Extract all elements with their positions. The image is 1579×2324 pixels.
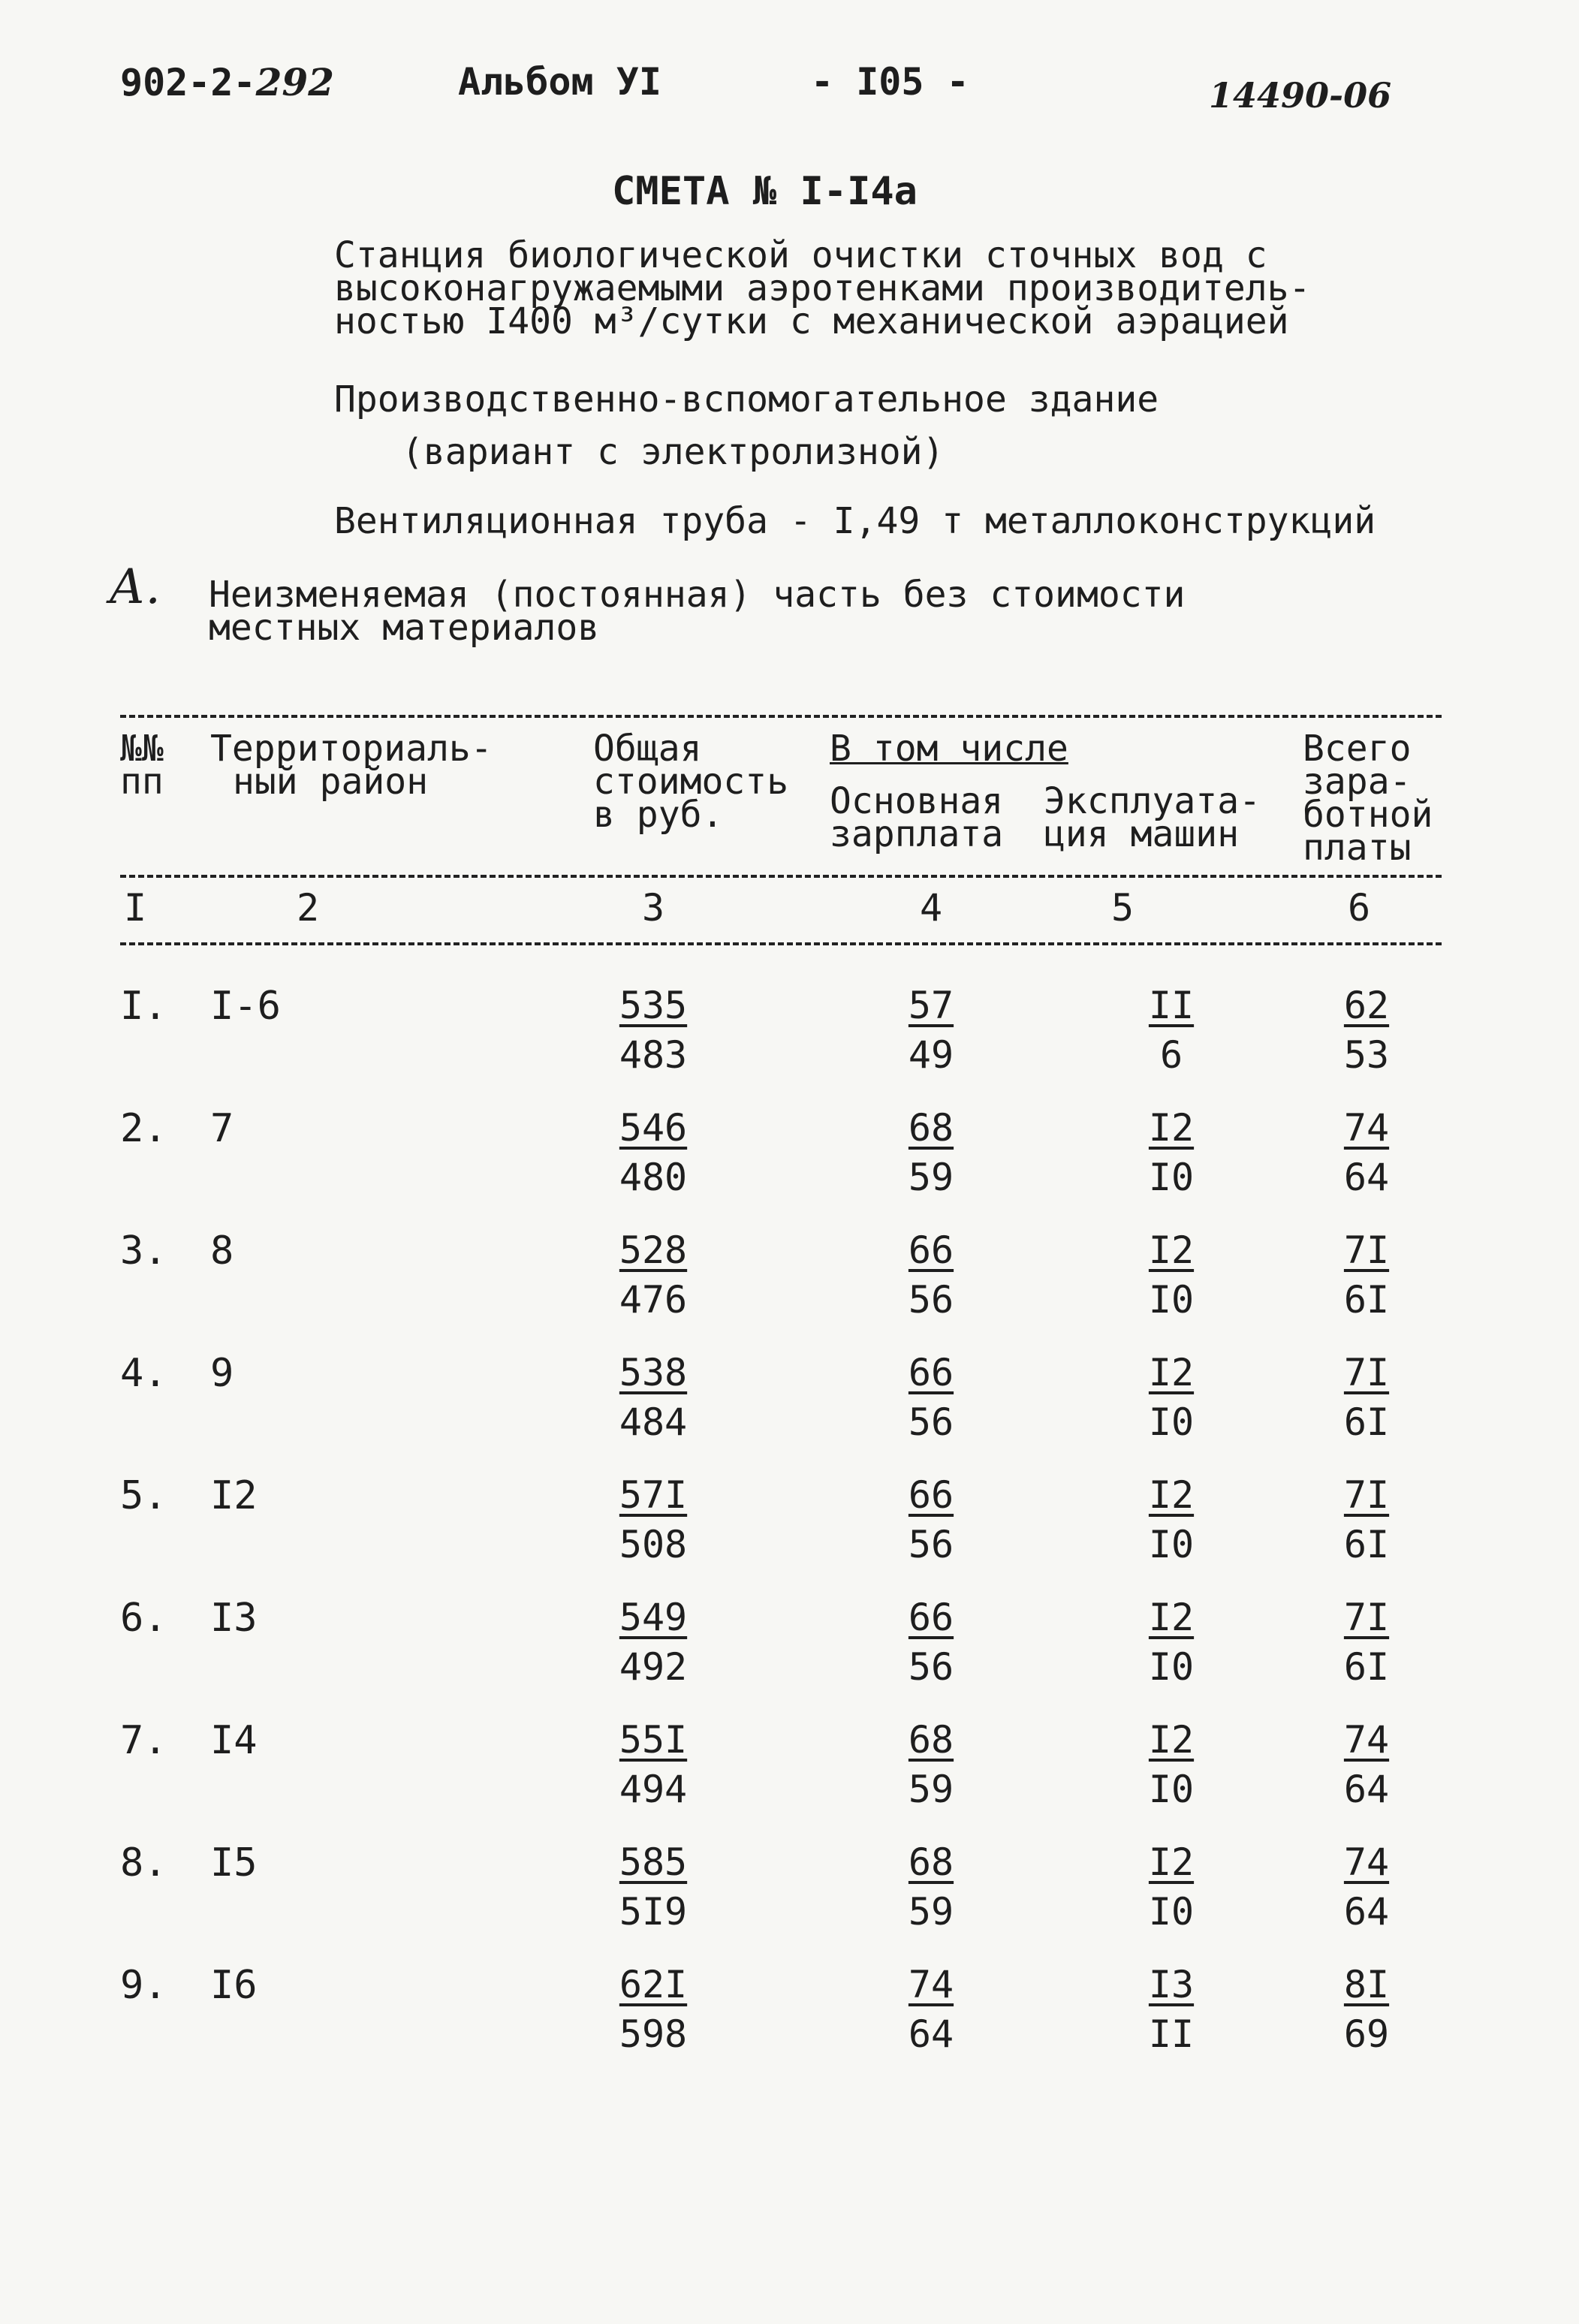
row-machines-main: I2: [1148, 1351, 1195, 1394]
row-salary-sub: 56: [908, 1523, 954, 1566]
row-number: 8.: [120, 1840, 167, 1885]
row-wage-main: 7I: [1343, 1351, 1390, 1394]
col-number-2: 2: [296, 886, 320, 930]
row-machines-sub: 6: [1159, 1033, 1183, 1077]
row-salary-main: 57: [908, 984, 954, 1027]
row-total-sub: 480: [619, 1156, 688, 1199]
row-machines-main: I2: [1148, 1106, 1195, 1150]
row-total-main: 528: [619, 1228, 688, 1272]
row-salary-main: 66: [908, 1351, 954, 1394]
row-region: I6: [210, 1963, 258, 2008]
row-salary-sub: 64: [908, 2012, 954, 2056]
row-salary-main: 68: [908, 1106, 954, 1150]
row-wage-sub: 64: [1343, 1768, 1390, 1811]
row-region: I-6: [210, 984, 281, 1029]
album-label: Альбом УI: [458, 60, 661, 104]
row-machines-main: I2: [1148, 1840, 1195, 1884]
row-machines-sub: I0: [1148, 1156, 1195, 1199]
document-code-typed: 902-2-: [120, 61, 256, 104]
row-wage-sub: 6I: [1343, 1645, 1390, 1689]
row-machines-sub: I0: [1148, 1768, 1195, 1811]
row-salary-main: 66: [908, 1228, 954, 1272]
section-title-line-1: Неизменяемая (постоянная) часть без стоимости: [209, 574, 1186, 616]
row-machines-sub: I0: [1148, 1645, 1195, 1689]
row-wage-sub: 6I: [1343, 1523, 1390, 1566]
section-mark: А.: [109, 559, 161, 615]
row-total-main: 546: [619, 1106, 688, 1150]
row-wage-main: 7I: [1343, 1473, 1390, 1517]
col-number-4: 4: [919, 886, 943, 930]
row-machines-main: I2: [1148, 1596, 1195, 1639]
building-name: Производственно-вспомогательное здание: [334, 378, 1159, 420]
row-salary-sub: 59: [908, 1768, 954, 1811]
row-wage-main: 7I: [1343, 1596, 1390, 1639]
pipe-note: Вентиляционная труба - I,49 т металлоконструкций: [334, 500, 1376, 542]
row-wage-main: 74: [1343, 1840, 1390, 1884]
row-total-sub: 508: [619, 1523, 688, 1566]
row-total-main: 535: [619, 984, 688, 1027]
row-total-sub: 494: [619, 1768, 688, 1811]
variant-note: (вариант с электролизной): [402, 431, 945, 473]
description-line-1: Станция биологической очистки сточных вод с: [334, 234, 1267, 276]
row-machines-main: I2: [1148, 1228, 1195, 1272]
row-salary-main: 74: [908, 1963, 954, 2006]
row-wage-sub: 6I: [1343, 1400, 1390, 1444]
row-machines-main: I3: [1148, 1963, 1195, 2006]
row-salary-main: 66: [908, 1473, 954, 1517]
row-wage-sub: 53: [1343, 1033, 1390, 1077]
row-salary-main: 68: [908, 1840, 954, 1884]
header-machine-operation: Эксплуата- ция машин: [1044, 780, 1261, 855]
header-including: В том числе: [830, 728, 1068, 770]
row-number: 6.: [120, 1596, 167, 1641]
row-number: 5.: [120, 1473, 167, 1518]
row-total-sub: 476: [619, 1278, 688, 1322]
row-total-sub: 484: [619, 1400, 688, 1444]
estimate-title: СМЕТА № I-I4а: [612, 169, 918, 214]
header-total-cost: Общая стоимость в руб.: [593, 728, 789, 836]
row-total-main: 55I: [619, 1718, 688, 1762]
row-salary-sub: 59: [908, 1156, 954, 1199]
header-total-wages: Всего зара- ботной платы: [1303, 728, 1433, 869]
page-number: - I05 -: [811, 60, 969, 104]
row-wage-main: 74: [1343, 1718, 1390, 1762]
row-machines-main: I2: [1148, 1718, 1195, 1762]
row-salary-sub: 56: [908, 1400, 954, 1444]
row-region: I3: [210, 1596, 258, 1641]
row-region: I2: [210, 1473, 258, 1518]
row-wage-sub: 64: [1343, 1890, 1390, 1934]
header-base-salary: Основная зарплата: [830, 780, 1004, 855]
row-total-main: 585: [619, 1840, 688, 1884]
row-salary-sub: 49: [908, 1033, 954, 1077]
document-code-handwritten: 292: [255, 60, 334, 104]
row-salary-sub: 56: [908, 1278, 954, 1322]
description-line-2: высоконагружаемыми аэротенками производитель-: [334, 267, 1311, 309]
row-total-sub: 492: [619, 1645, 688, 1689]
header-region: Территориаль- ный район: [210, 728, 493, 803]
row-number: 4.: [120, 1351, 167, 1396]
col-number-6: 6: [1347, 886, 1371, 930]
row-region: I4: [210, 1718, 258, 1763]
row-total-main: 538: [619, 1351, 688, 1394]
section-title-line-2: местных материалов: [209, 607, 600, 649]
row-salary-sub: 56: [908, 1645, 954, 1689]
row-number: 2.: [120, 1106, 167, 1151]
row-total-main: 549: [619, 1596, 688, 1639]
row-salary-sub: 59: [908, 1890, 954, 1934]
row-machines-sub: I0: [1148, 1400, 1195, 1444]
row-machines-main: I2: [1148, 1473, 1195, 1517]
row-machines-main: II: [1148, 984, 1195, 1027]
col-number-3: 3: [641, 886, 665, 930]
row-machines-sub: I0: [1148, 1278, 1195, 1322]
col-number-5: 5: [1110, 886, 1135, 930]
row-region: I5: [210, 1840, 258, 1885]
row-number: I.: [120, 984, 167, 1029]
row-wage-sub: 64: [1343, 1156, 1390, 1199]
row-salary-main: 68: [908, 1718, 954, 1762]
row-wage-main: 74: [1343, 1106, 1390, 1150]
row-machines-sub: I0: [1148, 1523, 1195, 1566]
row-total-sub: 5I9: [619, 1890, 688, 1934]
col-number-1: I: [123, 886, 147, 930]
row-region: 7: [210, 1106, 234, 1151]
row-number: 7.: [120, 1718, 167, 1763]
row-machines-sub: II: [1148, 2012, 1195, 2056]
description-line-3: ностью I400 м³/сутки с механической аэрацией: [334, 300, 1289, 342]
row-wage-sub: 6I: [1343, 1278, 1390, 1322]
header-num: №№ пп: [120, 728, 164, 803]
row-number: 9.: [120, 1963, 167, 2008]
row-wage-main: 62: [1343, 984, 1390, 1027]
row-total-sub: 483: [619, 1033, 688, 1077]
row-total-main: 62I: [619, 1963, 688, 2006]
row-wage-main: 8I: [1343, 1963, 1390, 2006]
row-region: 9: [210, 1351, 234, 1396]
row-wage-sub: 69: [1343, 2012, 1390, 2056]
row-wage-main: 7I: [1343, 1228, 1390, 1272]
row-salary-main: 66: [908, 1596, 954, 1639]
row-total-main: 57I: [619, 1473, 688, 1517]
row-number: 3.: [120, 1228, 167, 1274]
row-total-sub: 598: [619, 2012, 688, 2056]
row-region: 8: [210, 1228, 234, 1274]
reference-number: 14490-06: [1209, 75, 1392, 116]
row-machines-sub: I0: [1148, 1890, 1195, 1934]
